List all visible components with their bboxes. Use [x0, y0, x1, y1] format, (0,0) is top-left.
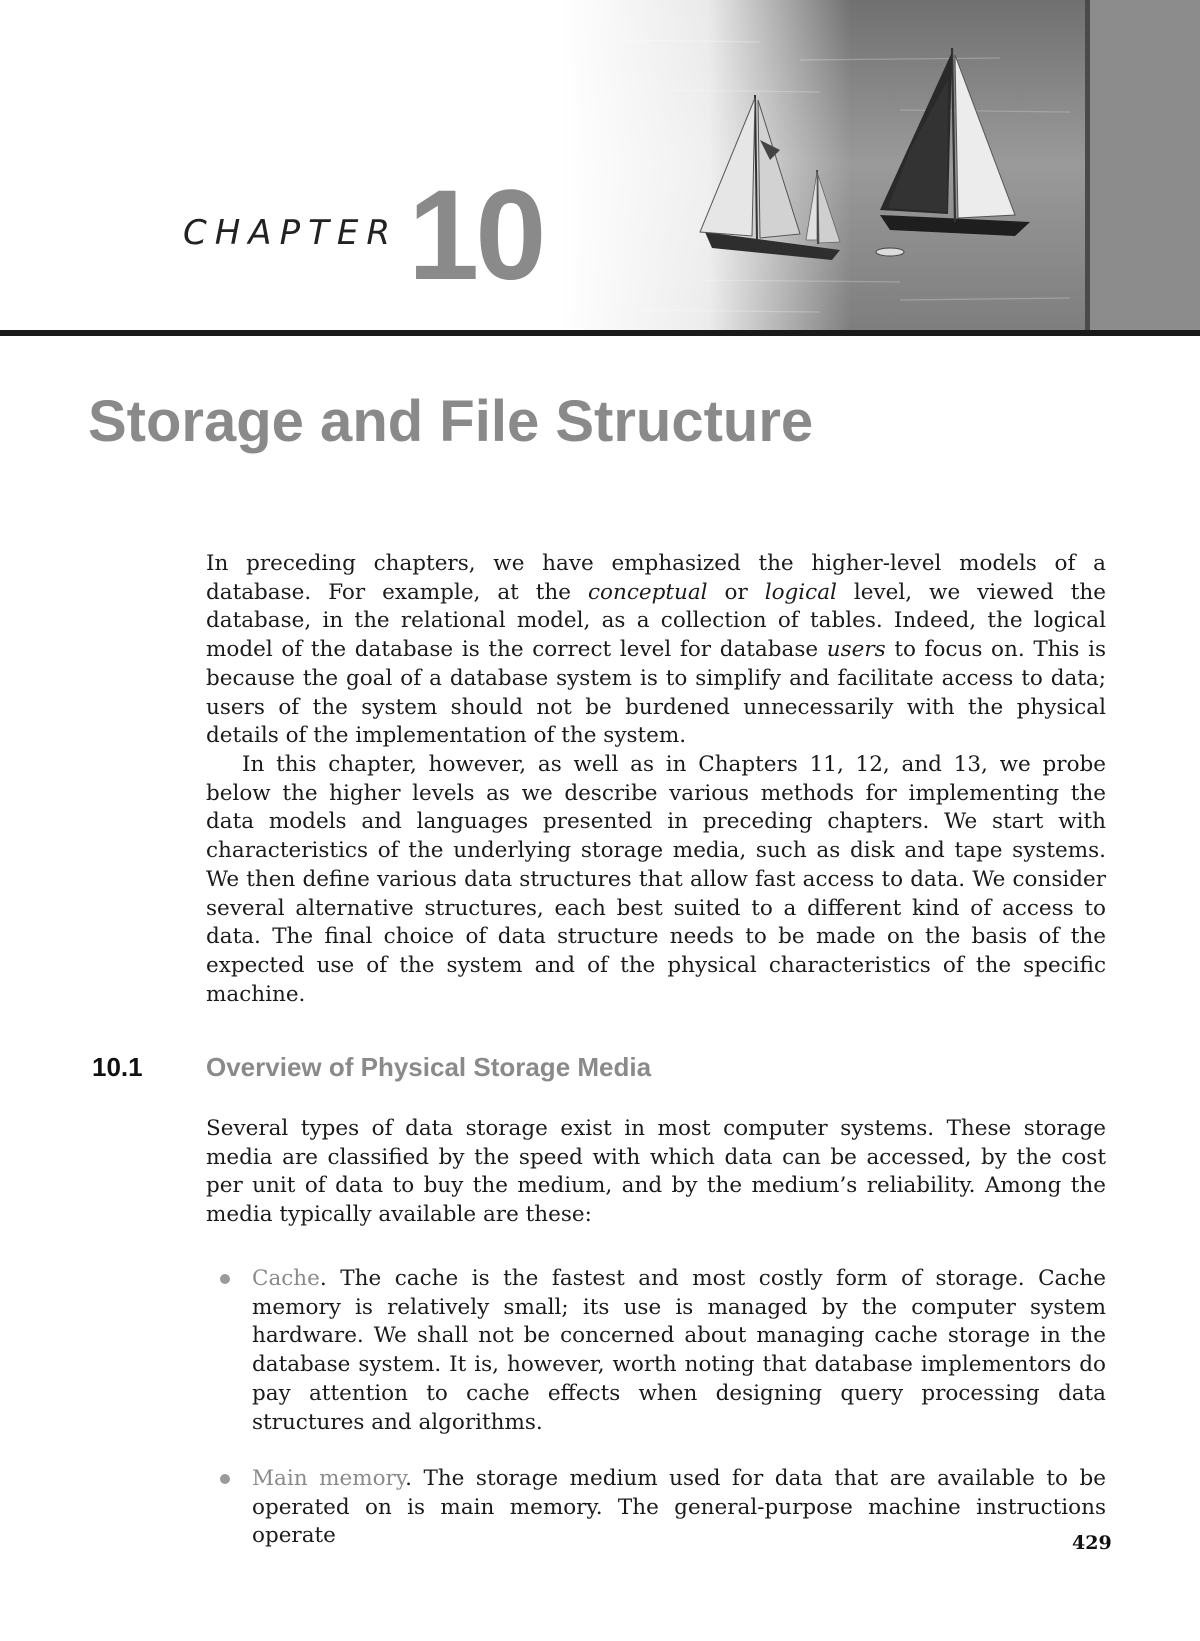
- bullet-icon: [220, 1474, 230, 1484]
- text-run: level, we viewed the database, in the relational model, as a collection of tables. Indeed, the logical model of the database is the correct level for database: [206, 579, 1106, 663]
- section-paragraph: Several types of data storage exist in most computer systems. These storage media are classified by the speed with which data can be accessed, by the cost per unit of data to buy the medium, and by the medium’s reliability. Among the media typically available are these:: [206, 1116, 1106, 1228]
- sailboats-photo: [0, 0, 1200, 330]
- term-cache: Cache: [252, 1266, 320, 1291]
- emphasis-users: users: [826, 637, 886, 663]
- bullet-list: [220, 1465, 1106, 1551]
- bullet-icon: [220, 1274, 230, 1284]
- term-main-memory: Main memory: [252, 1466, 406, 1491]
- text-run: to focus on. This is because the goal of a database system is to simplify and facilitate access to data; users of the system should not be burdened unnecessarily with the physical details of the implementation of the system.: [206, 637, 1106, 749]
- section-number: 10.1: [92, 1052, 143, 1082]
- emphasis-conceptual: conceptual: [587, 579, 708, 605]
- intro-paragraph-1: [206, 550, 1106, 751]
- chapter-number: 10: [408, 164, 543, 307]
- bullet-list: [220, 1265, 1106, 1437]
- list-item: [220, 1465, 1106, 1551]
- bullet-text: . The cache is the fastest and most costly form of storage. Cache memory is relatively small; its use is managed by the computer system hardware. We shall not be concerned about managing cache storage in the database system. It is, however, worth noting that database implementors do pay attention to cache effects when designing query processing data structures and algorithms.: [252, 1266, 1106, 1435]
- bullet-text: . The storage medium used for data that are available to be operated on is main memory. The general-purpose machine instructions operate: [252, 1466, 1106, 1549]
- intro-paragraph-2: In this chapter, however, as well as in Chapters 11, 12, and 13, we probe below the higher levels as we describe various methods for implementing the data models and languages presented in preceding chapters. We start with characteristics of the underlying storage media, such as disk and tape systems. We then define various data structures that allow fast access to data. We consider several alternative structures, each best suited to a different kind of access to data. The final choice of data structure needs to be made on the basis of the expected use of the system and of the physical characteristics of the specific machine.: [206, 752, 1106, 1007]
- chapter-label: CHAPTER: [183, 213, 398, 253]
- section-title: Overview of Physical Storage Media: [206, 1052, 652, 1082]
- chapter-title: Storage and File Structure: [88, 389, 814, 454]
- header-rule: [0, 330, 1200, 336]
- list-item: [220, 1265, 1106, 1437]
- page-number: 429: [1072, 1532, 1112, 1554]
- text-run: or: [707, 579, 765, 605]
- chapter-banner: [0, 0, 1200, 330]
- chapter-tab: [1085, 0, 1200, 330]
- text-run: In preceding chapters, we have emphasized the higher-level models of a database. For example, at the: [206, 551, 1106, 605]
- emphasis-logical: logical: [764, 579, 837, 605]
